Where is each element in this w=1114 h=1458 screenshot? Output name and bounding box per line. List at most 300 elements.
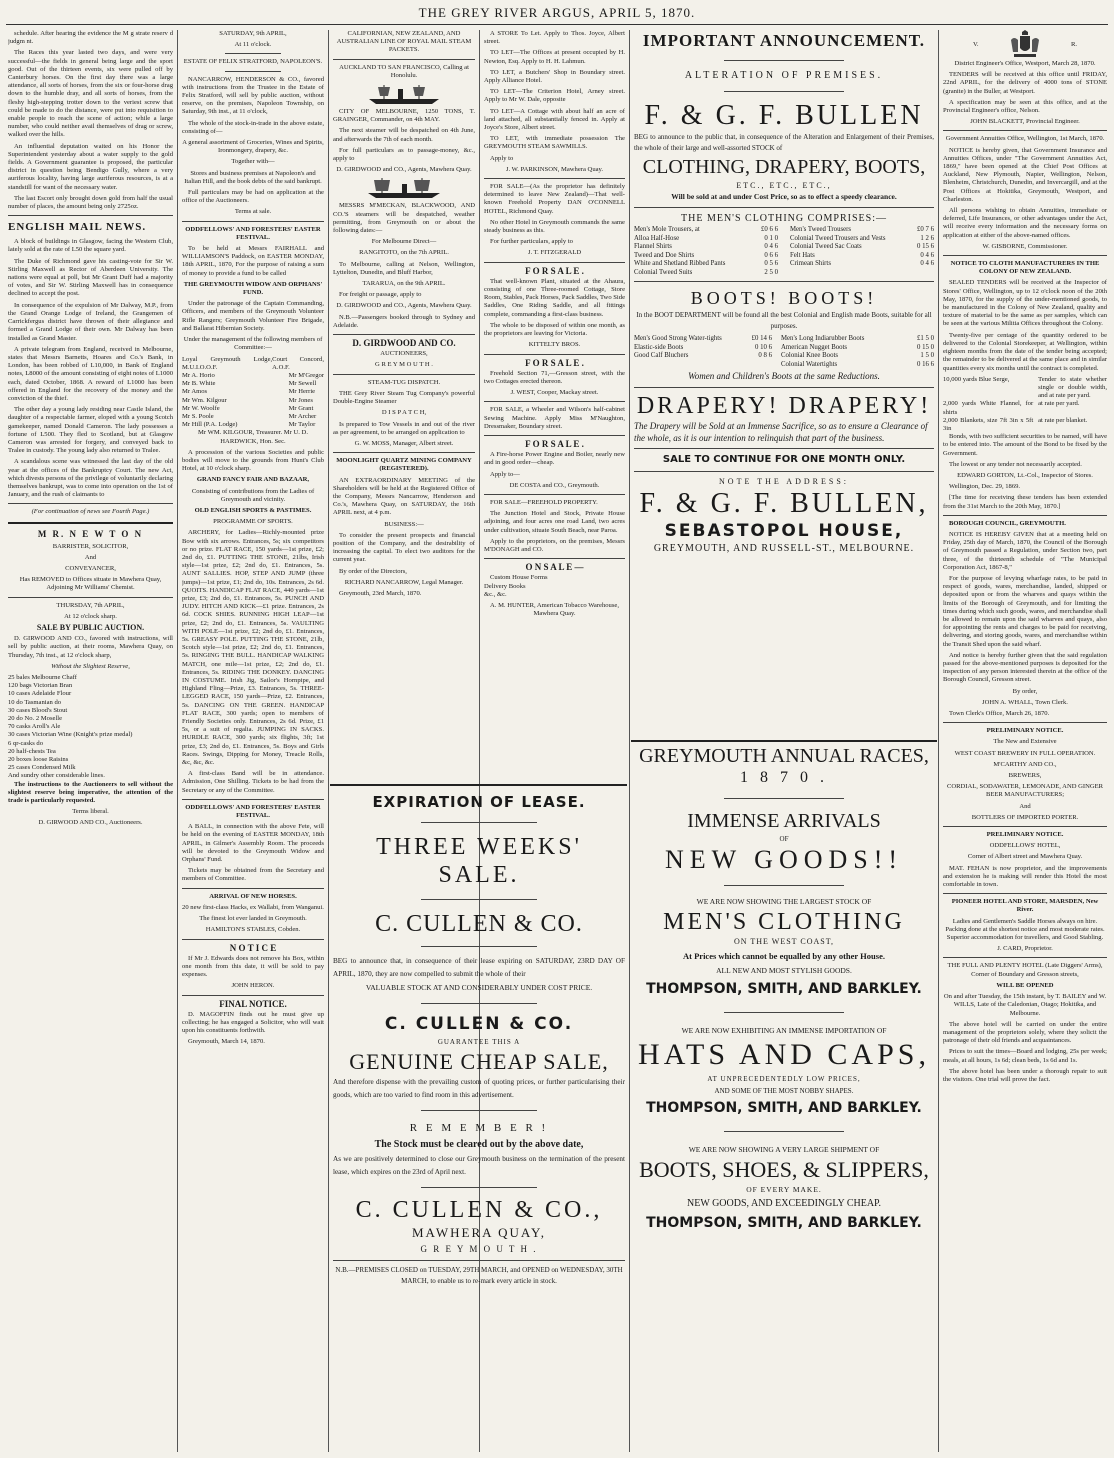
- ad-heading: M'CARTHY AND CO.,: [993, 760, 1057, 768]
- price-row: [790, 260, 934, 269]
- ad-heading: STEAM-TUG DISPATCH.: [367, 378, 441, 386]
- ad-text: BEG to announce to the public that, in consequence of the Alteration and Enlargement of their Premises, the whole of their large and well-assorted STOCK of: [634, 133, 934, 152]
- price-value: 0 6 6: [764, 251, 778, 259]
- article-paragraph: In consequence of the expulsion of Mr Dalway, M.P., from the Grand Orange Lodge of Ireland, the Grangemen of Carrickfergus district have thrown of their allegiance and formed a Grand Lodge of their own. Mr Dalway has been installed as Grand Master.: [8, 301, 173, 342]
- ad-line: The New and Extensive: [993, 738, 1057, 746]
- ad-signoff: J. W. PARKINSON, Mawhera Quay.: [505, 165, 604, 173]
- committee-member: Mr W. Woolfe: [182, 404, 220, 412]
- ad-line: MAWHERA QUAY,: [411, 1225, 547, 1240]
- ad-line: Will be sold at and under Cost Price, so as to effect a speedy clearance.: [671, 192, 897, 201]
- notice-text: TENDERS will be received at this office until FRIDAY, 22nd APRIL, for the delivery of 4000 tons of STONE (granite) in the Buller, at Westport.: [943, 71, 1107, 95]
- steamship-illustration: [364, 83, 444, 105]
- ad-line: By order of the Directors,: [339, 567, 407, 575]
- ad-signoff: W. GISBORNE, Commissioner.: [982, 242, 1068, 250]
- ad-signoff: J. T. FITZGERALD: [527, 249, 582, 257]
- divider: [8, 597, 173, 598]
- ad-headline: CLOTHING, DRAPERY, BOOTS,: [642, 156, 926, 178]
- price-value: 0 10 6: [755, 343, 772, 351]
- ad-text: A first-class Band will be in attendance. Admission, One Shilling. Tickets to be had from the Secretary or any of the Committee.: [182, 770, 324, 794]
- ad-heading: SALE TO CONTINUE FOR ONE MONTH ONLY.: [662, 454, 906, 465]
- ad-text: Consisting of contributions from the Ladies of Greymouth and vicinity.: [191, 487, 315, 503]
- ad-heading: SALE BY PUBLIC AUCTION.: [36, 622, 145, 632]
- price-value: 0 4 6: [920, 251, 934, 259]
- auction-item: 20 do No. 2 Moselle: [8, 715, 63, 723]
- price-row: [790, 226, 934, 235]
- price-row: [634, 243, 778, 252]
- column-rule: [938, 30, 939, 1452]
- auction-item: 6 qr-casks do: [8, 739, 44, 747]
- price-item: Men's Long Indiarubber Boots: [781, 335, 865, 342]
- ad-text: NANCARROW, HENDERSON & CO., favored with instructions from the Trustee in the Estate of Felix Stratford, will sell by public auction, without reserve, on the premises, Napoleon Township, on Saturday, 9th inst., at 11 o'clock,: [182, 75, 324, 116]
- price-item: White and Shetland Ribbed Pants: [634, 260, 726, 267]
- divider: [634, 448, 934, 449]
- ad-headline: DRAPERY! DRAPERY!: [636, 393, 932, 419]
- ad-heading: THE MEN'S CLOTHING COMPRISES:—: [681, 213, 887, 224]
- notice-text: Twenty-five per centage of the quantity ordered to be delivered to the Colonial Storekeeper, at Wellington, within eighteen months from the date of the tender being accepted; the remainder to be delivered at the same place and in similar quantities every six months until the contract is completed.: [943, 331, 1107, 372]
- notice-text: [The time for receiving these tenders has been extended from the 31st March to the 20th May, 1870.]: [943, 494, 1107, 510]
- ad-headline: THOMPSON, SMITH, AND BARKLEY.: [646, 1215, 922, 1231]
- ad-text: N.B.—PREMISES CLOSED on TUESDAY, 29TH MARCH, and OPENED on WEDNESDAY, 30TH MARCH, to enable us to re-mark every article in stock.: [335, 1266, 623, 1285]
- ad-line: Terms at sale.: [234, 208, 272, 216]
- lodges-row: [182, 356, 324, 372]
- auction-item: 120 bags Victorian Bran: [8, 682, 73, 690]
- ad-line: GUARANTEE THIS A: [437, 1038, 521, 1046]
- ad-line: BOTTLERS OF IMPORTED PORTER.: [971, 813, 1079, 821]
- classified-ad: TO LET, a Butchers' Shop in Boundary street. Apply Alliance Hotel.: [484, 68, 625, 85]
- ad-heading: THE GREYMOUTH WIDOW AND ORPHANS' FUND.: [183, 280, 323, 297]
- committee-member: Mr Herrie: [288, 388, 316, 396]
- ad-line: Without the Slightest Reserve,: [51, 662, 130, 670]
- price-row: [634, 226, 778, 235]
- ad-headline: BOOTS, SHOES, & SLIPPERS,: [639, 1157, 929, 1182]
- ad-text: The finest lot ever landed in Greymouth.: [199, 915, 307, 923]
- price-row: [781, 352, 934, 361]
- notice-text: MAT. FEHAN is now proprietor, and the improvements and extension he is making will render this Hotel the most comfortable in town.: [943, 864, 1107, 889]
- divider: [943, 255, 1107, 256]
- article-paragraph: A private telegram from England, received in Melbourne, states that Messrs Barnetts, Hoares and Co.'s Bank, in London, has been robbed of L10,000, in Bank of England notes, L8000 of the amount consisting of eight notes of L1000 each, dated October, 1868. A reward of L1000 has been offered in England for the recovery of the money and the conviction of the thief.: [8, 345, 173, 402]
- ad-headline: GREYMOUTH ANNUAL RACES,: [639, 745, 929, 767]
- auction-item: 20 boxes loose Raisins: [8, 756, 69, 764]
- classified-ad: No other Hotel in Greymouth commands the same steady business as this.: [484, 218, 625, 235]
- ad-line: NEW GOODS, AND EXCEEDINGLY CHEAP.: [687, 1198, 881, 1209]
- ad-line: ODDFELLOWS' HOTEL,: [989, 842, 1061, 850]
- ad-heading: AUCKLAND TO SAN FRANCISCO, Calling at Honolulu.: [339, 63, 469, 79]
- ad-text: The Drapery will be Sold at an Immense Sacrifice, so as to ensure a Clearance of the whole, as it is our intention to relinquish that part of the business.: [634, 421, 928, 443]
- ad-heading: ODDFELLOWS' AND FORESTERS' EASTER FESTIVAL.: [185, 803, 321, 820]
- ad-line: Greymouth, 23rd March, 1870.: [339, 589, 422, 597]
- price-row: [634, 335, 772, 344]
- ad-text: Stores and business premises at Napoleon's and Italian Hill, and the book debts of the said bankrupt.: [184, 169, 322, 185]
- committee-member: Mr Archer: [288, 412, 317, 420]
- ad-heading: MOONLIGHT QUARTZ MINING COMPANY (REGISTERED).: [336, 457, 472, 473]
- committee-member: Mr Sewell: [288, 380, 317, 388]
- ad-signoff: RICHARD NANCARROW, Legal Manager.: [344, 578, 464, 586]
- crest-letter: R.: [1070, 40, 1077, 48]
- committee-member: Mr Amos: [182, 388, 208, 396]
- notice-text: Prices to suit the times—Board and lodging, 25s per week; meals, at all hours, 1s 6d; clean beds, 1s 6d and 1s.: [943, 1048, 1107, 1064]
- price-item: Men's Tweed Trousers: [790, 226, 852, 233]
- committee-member: Mr S. Poole: [182, 412, 214, 420]
- ad-line: At Prices which cannot be equalled by any other House.: [683, 951, 885, 961]
- ad-heading: FINAL NOTICE.: [219, 998, 287, 1009]
- divider: [333, 1260, 625, 1261]
- ad-signoff: JOHN BLACKETT, Provincial Engineer.: [970, 118, 1080, 126]
- divider: [333, 452, 475, 453]
- ad-heading: R E M E M B E R !: [409, 1122, 549, 1134]
- ad-text: The whole of the stock-in-trade in the above estate, consisting of—: [182, 119, 324, 135]
- price-value: 0 8 6: [758, 352, 772, 359]
- ad-line: CORDIAL, SODAWATER, LEMONADE, AND GINGER BEER MANUFACTURERS;: [946, 783, 1104, 799]
- ad-line: CONVEYANCER,: [65, 564, 116, 572]
- notice-text: And notice is hereby further given that the said regulation passed for the above-mentioned purposes is deposited for the inspection of any person interested therein at the office of the Borough Council, Gresson street.: [943, 651, 1107, 684]
- price-list-right: [790, 226, 934, 277]
- classified-ad: Apply to the proprietors, on the premises, Messrs M'DONAGH and CO.: [484, 537, 625, 553]
- ad-line: At 11 o'clock.: [234, 41, 272, 49]
- ad-heading: ESTATE OF FELIX STRATFORD, NAPOLEON'S.: [183, 58, 323, 66]
- price-value: £0 7 6: [917, 226, 934, 233]
- ad-headline: BOOTS! BOOTS!: [690, 288, 878, 308]
- ad-line: ALL NEW AND MOST STYLISH GOODS.: [716, 966, 852, 975]
- price-item: Alloa Half-Hose: [634, 234, 680, 242]
- price-value: 0 1 0: [764, 234, 778, 242]
- ad-signoff: DE COSTA and CO., Greymouth.: [509, 481, 600, 489]
- price-row: [634, 269, 778, 278]
- ad-line: ON THE WEST COAST,: [733, 937, 835, 946]
- ad-heading: PRELIMINARY NOTICE.: [986, 831, 1064, 839]
- ad-line: BREWERS,: [1008, 772, 1042, 780]
- divider: [421, 1003, 538, 1004]
- ad-text: THE Grey River Steam Tug Company's powerful Double-Engine Steamer: [333, 389, 475, 406]
- column-classifieds: [484, 30, 625, 780]
- divider: [333, 334, 475, 335]
- ad-heading: ALTERATION OF PREMISES.: [684, 70, 884, 81]
- divider: [724, 91, 844, 92]
- ad-line: And: [1019, 802, 1031, 810]
- lodge-name: Court Concord, A.O.F.: [272, 355, 324, 371]
- ad-heading: N O T I C E: [229, 942, 277, 953]
- ad-line: AND SOME OF THE MOST NOBBY SHAPES.: [714, 1087, 854, 1095]
- section-heading: ENGLISH MAIL NEWS.: [8, 221, 147, 234]
- ad-heading: F O R S A L E .: [525, 265, 584, 276]
- notice-text: A specification may be seen at this office, and at the Provincial Engineer's office, Nelson.: [943, 98, 1107, 115]
- divider: [943, 130, 1107, 131]
- ad-line: Wellington, Dec. 29, 1869.: [949, 483, 1021, 491]
- article-paragraph: A block of buildings in Glasgow, facing the Western Club, lately sold at the rate of L50 the square yard.: [8, 238, 173, 254]
- price-value: 0 16 6: [917, 360, 934, 368]
- price-row: [781, 344, 934, 353]
- lodge-name: Loyal Greymouth Lodge, M.U.I.O.O.F.: [182, 355, 273, 371]
- notice-text: The lowest or any tender not necessarily accepted.: [949, 460, 1082, 468]
- ad-line: TARARUA, on the 9th APRIL.: [362, 280, 446, 288]
- divider: [421, 822, 538, 823]
- price-row: [790, 243, 934, 252]
- notice-text: The above hotel has been under a thorough repair to suit the visitors. One trial will prove the fact.: [943, 1067, 1107, 1083]
- ad-line: And: [84, 553, 97, 561]
- ad-line: BUSINESS:—: [384, 520, 424, 528]
- article-paragraph: An influential deputation waited on his Honor the Superintendent yesterday about a water supply to the gold fields. A Government guarantee is proposed, the particular district in question being Bendigo Gully, where a very auriferous locality, having large auriferous resources, is at a standstill for want of the necessary water.: [8, 142, 173, 191]
- ad-line: G R E Y M O U T H .: [420, 1244, 538, 1254]
- ad-text: Mr WM. KILGOUR, Treasurer. Mr U. D. HARDWICK, Hon. Sec.: [198, 429, 308, 445]
- ad-text: The instructions to the Auctioneers to sell without the slightest reserve being imperative, the attention of the trade is particularly requested.: [8, 780, 173, 805]
- ad-headline: F. & G. F. BULLEN,: [639, 488, 929, 519]
- classified-ad: The whole to be disposed of within one month, as the proprietors are leaving for Victoria.: [484, 321, 625, 338]
- price-value: 0 4 6: [920, 260, 934, 267]
- ad-headline: GENUINE CHEAP SALE,: [349, 1049, 609, 1074]
- ad-line: The Stock must be cleared out by the above date,: [374, 1139, 584, 1150]
- ad-text: A procession of the various Societies and public bodies will move to the grounds from Hunt's Club Hotel, at 10 o'clock sharp.: [182, 448, 324, 473]
- notice-text: All persons wishing to obtain Annuities, immediate or deferred, Life Insurances, or other advantages under the Act, will receive every information and the necessary forms on application at either of the above-named offices.: [943, 207, 1107, 239]
- classified-ad: TO LET—The Criterion Hotel, Arney street. Apply to Mr W. Dale, opposite: [484, 88, 625, 104]
- divider: [225, 71, 282, 72]
- ad-headline: THOMPSON, SMITH, AND BARKLEY.: [646, 1100, 922, 1116]
- ad-text: For full particulars as to passage-money, &c., apply to: [333, 146, 475, 163]
- divider: [724, 798, 844, 799]
- steamship-illustration: [364, 177, 444, 199]
- ad-line: OF: [779, 835, 789, 843]
- ad-text: Full particulars may be had on application at the office of the Auctioneers.: [182, 189, 324, 205]
- price-item: Colonial Tweed Sac Coats: [790, 243, 862, 250]
- ad-text: As we are positively determined to close our Greymouth business on the termination of the present lease, which expires on the 23rd of April next.: [333, 1155, 625, 1176]
- divider: [8, 503, 173, 504]
- committee-member: Mr Hill (P.A. Lodge): [182, 421, 238, 429]
- price-value: 1 2 6: [920, 234, 934, 242]
- committee-right: [289, 372, 324, 429]
- ad-heading: EXPIRATION OF LEASE.: [372, 793, 586, 811]
- price-list-left: [634, 335, 772, 369]
- ad-line: WEST COAST BREWERY IN FULL OPERATION.: [954, 749, 1096, 757]
- article-paragraph: The Duke of Richmond gave his casting-vote for Sir W. Stirling Maxwell as Rector of Aberdeen University. The nations were equal at poll, but Mr Grant Duff had a majority of votes, and Sir W. Stirling Maxwell has in consequence declined to accept the post.: [8, 257, 173, 298]
- divider: [421, 1187, 538, 1188]
- ad-heading: PIONEER HOTEL AND STORE, MARSDEN, New River.: [951, 898, 1099, 914]
- ad-line: WE ARE NOW EXHIBITING AN IMMENSE IMPORTATION OF: [681, 1026, 887, 1035]
- ad-headline: MEN'S CLOTHING: [663, 909, 905, 935]
- ad-line: By order,: [1012, 687, 1038, 695]
- ad-signoff: J. WEST, Cooper, Mackay street.: [510, 389, 599, 397]
- ad-signoff: JOHN A. WHALL, Town Clerk.: [982, 698, 1068, 706]
- price-row: [634, 260, 778, 269]
- ad-headline: SEBASTOPOL HOUSE,: [664, 521, 904, 541]
- divider: [182, 799, 324, 800]
- price-row: [634, 252, 778, 261]
- divider: [484, 494, 625, 495]
- ad-line: AUCTIONEERS,: [380, 350, 428, 358]
- price-value: 0 5 6: [764, 260, 778, 267]
- divider: [182, 939, 324, 940]
- sports-programme: ARCHERY, for Ladies—Richly-mounted prize Bow with six arrows. Entrances, 5s; six competitors or no prize. FLAT RACE, 150 yards—1st prize, £2; 2nd do, £1. PUTTING THE STONE, 21lbs, Irish style—1st prize, £2; 2nd do, £1. Entrances, 5s. AUNT SALLIES. HOP, STEP AND JUMP (three jumps)—1st prize, £1; 2nd do, 10s. Entrances, 2s 6d. QUOITS. HANDICAP FLAT RACE, 440 yards—1st prize, £3; 2nd do, £1. Entrances, 5s. PUNCH AND JUDY. HITCH AND KICK—£1 prize. Entrances, 2s 6d. COCK SHIES. RUNNING HIGH LEAP—1st prize, £2; 2nd do, £1. Entrances, 5s. VAULTING WITH POLE—1st prize, £2; 2nd do, £1. Entrances, 5s. GREASY POLE. PUTTING THE STONE, 21lb, Scotch style—1st prize, £2; 2nd do, £1. Entrances, 5s. RINGING THE BULL. HANDICAP WALKING MATCH, one mile—1st prize, £2; 2nd do, £1. Entrances, 5s. RIDING THE DONKEY. DANCING IN COSTUME. Irish Jig, Sailor's Hornpipe, and Highland Fling—Prize, £3. Entrances, 5s. THREE-LEGGED RACE, 150 yards—Prize, £2. Entrances, 5s. DANCING ON THE GREEN. HANDICAP FLAT RACE, 300 yards; open to members of Friendly Societies only. Entrances, 2s 6d. Prize, £1 5s, or a suit of regalia. JUMPING IN SACKS. HURDLE RACE, 300 yards; six flights, 3ft; 1st prize, £3; 2nd do, £1. Entrances, 5s. Boys and Girls Races. Swings, Dipping for Money, Treacle Rolls, &c, &c, &c.: [182, 529, 324, 767]
- ad-text: For freight or passage, apply to: [339, 291, 422, 299]
- notice-text: The above hotel will be carried on under the entire management of the proprietors solely, where they solicit the patronage of their old friends and acquaintances.: [943, 1020, 1107, 1045]
- committee-member: Mr M'Gregor: [288, 371, 324, 379]
- ad-line: For Melbourne Direct—: [371, 238, 437, 246]
- divider: [724, 885, 844, 886]
- price-item: Colonial Tweed Suits: [634, 268, 693, 276]
- ad-headline: IMMENSE ARRIVALS: [687, 810, 881, 832]
- ad-heading: CALIFORNIAN, NEW ZEALAND, AND AUSTRALIAN LINE OF ROYAL MAIL STEAM PACKETS.: [336, 30, 472, 54]
- tender-good: 10,000 yards Blue Serge,: [943, 375, 1010, 383]
- ad-headline: C. CULLEN & CO.,: [355, 1197, 603, 1223]
- divider: [634, 387, 934, 388]
- classified-ad: That well-known Plant, situated at the Ahaura, consisting of one Three-roomed Cottage, Store Room, Stables, Pack Horses, Pack Saddles, Two Side Saddles, One Riding Saddle, and all fittings complete, commanding a first-class business.: [484, 277, 625, 318]
- divider: [634, 207, 934, 208]
- notice-text: Bonds, with two sufficient securities to be named, will have to be entered into. The amount of the Bond to be fixed by the Government.: [943, 433, 1107, 457]
- column-government-notices: [943, 30, 1107, 1452]
- ad-line: District Engineer's Office, Westport, March 28, 1870.: [954, 60, 1096, 67]
- ad-heading: PRELIMINARY NOTICE.: [986, 727, 1064, 735]
- ad-text: Tickets may be obtained from the Secretary and members of Committee.: [182, 867, 324, 883]
- ad-line: OF EVERY MAKE.: [746, 1185, 822, 1194]
- classified-ad: TO LET, with immediate possession The GREYMOUTH STEAM SAWMILLS.: [484, 135, 625, 151]
- divider: [484, 401, 625, 402]
- royal-coat-of-arms-icon: [1008, 30, 1042, 60]
- column-notices-1: [182, 30, 324, 1452]
- price-item: Colonial Watertights: [781, 360, 838, 368]
- ad-line: Town Clerk's Office, March 26, 1870.: [949, 710, 1050, 718]
- ad-headline: C. CULLEN & CO.: [375, 911, 583, 937]
- price-list-right: [781, 335, 934, 369]
- ad-heading: ODDFELLOWS' AND FORESTERS' EASTER FESTIVAL.: [185, 225, 321, 241]
- auction-item: 30 cases Blood's Stout: [8, 706, 68, 714]
- divider: [421, 899, 538, 900]
- tender-item: [943, 400, 1107, 416]
- price-value: £0 14 6: [751, 335, 772, 342]
- price-row: [781, 361, 934, 370]
- ad-text: VALUABLE STOCK AT AND CONSIDERABLY UNDER COST PRICE.: [365, 983, 593, 992]
- ad-text: D. GIRWOOD AND CO., favored with instructions, will sell by public auction, at their rooms, Mawhera Quay, on Thursday, 7th inst., at 12 o'clock sharp,: [8, 635, 173, 659]
- ad-signoff: D. GIRWOOD AND CO., Auctioneers.: [38, 819, 143, 827]
- committee-names: [182, 372, 324, 429]
- ad-heading: NOTICE TO CLOTH MANUFACTURERS IN THE COLONY OF NEW ZEALAND.: [950, 260, 1100, 276]
- royal-crest: [943, 30, 1107, 60]
- thompson-advertisement: [634, 744, 934, 1452]
- auction-item: 70 casks Aroll's Ale: [8, 723, 61, 731]
- ad-line: Women and Children's Boots at the same Reductions.: [688, 371, 880, 381]
- tender-good: 2,000 Blankets, size 7ft 3in x 5ft 3in: [943, 416, 1034, 432]
- ad-line: GREYMOUTH, AND RUSSELL-ST., MELBOURNE.: [653, 543, 915, 554]
- divider: [943, 957, 1107, 958]
- ad-text: Under the management of the following members of Committee:—: [183, 336, 323, 352]
- continuation-note: (For continuation of news see Fourth Page.): [31, 508, 150, 516]
- ad-line: SATURDAY, 9th APRIL,: [219, 30, 287, 37]
- price-value: 0 4 6: [764, 243, 778, 250]
- price-value: 0 15 0: [917, 343, 934, 351]
- ad-text: MESSRS M'MECKAN, BLACKWOOD, AND CO.'S steamers will be despatched, weather permitting, from Greymouth on or about the following dates:—: [333, 202, 475, 235]
- classified-ad: The Junction Hotel and Stock, Private House adjoining, and four acres one road Land, two acres under cultivation, situate South Beach, near Paroa.: [484, 510, 625, 534]
- masthead: THE GREY RIVER ARGUS, APRIL 5, 1870.: [418, 5, 696, 20]
- ad-headline: IMPORTANT ANNOUNCEMENT.: [642, 31, 926, 50]
- ad-heading: O N S A L E —: [525, 562, 584, 573]
- ad-text: If Mr J. Edwards does not remove his Box, within one month from this date, it will be sold to pay expenses.: [182, 954, 324, 979]
- column-rule: [177, 30, 178, 1452]
- ad-line: G R E Y M O U T H .: [375, 361, 433, 369]
- price-list-left: [634, 226, 778, 277]
- classified-ad: For further particulars, apply to: [490, 238, 573, 246]
- auction-item-list: [8, 674, 173, 781]
- notice-text: NOTICE is hereby given, that Government Insurance and Annuities Offices, under "The Government Annuities Act, 1869," have been opened at the Chief Post Offices at Auckland, New Plymouth, Napier, Wellington, Nelson, Blenheim, Christchurch, Dunedin, and Invercargill, and at the Post Offices at Hokitika, Greymouth, Westport, and Charleston.: [943, 146, 1107, 203]
- ad-text: AN EXTRAORDINARY MEETING of the Shareholders will be held at the Registered Office of the Company, Messrs Nancarrow, Henderson and Co.'s, Mawhera Quay, on SATURDAY, the 16th APRIL next, at 4 p.m.: [333, 476, 475, 517]
- ad-line: At 12 o'clock sharp.: [64, 612, 117, 620]
- ad-text: Under the patronage of the Captain Commanding, Officers, and members of the Greymouth Volunteer Rifle Rangers; Greymouth Volunteer Fire Brigade, and Ballarat Hibernian Society.: [182, 300, 324, 332]
- committee-member: Mr Wm. Kilgour: [182, 396, 227, 404]
- divider: [724, 60, 844, 61]
- ad-line: WILL BE OPENED: [996, 981, 1054, 989]
- ad-headline: NEW GOODS!!: [664, 845, 904, 874]
- ad-text: Has REMOVED to Offices situate in Mawhera Quay, Adjoining Mr Williams' Chemist.: [19, 576, 162, 592]
- classified-ad: FOR SALE—FREEHOLD PROPERTY.: [490, 498, 598, 506]
- divider: [484, 262, 625, 263]
- divider: [943, 722, 1107, 723]
- clothing-price-list: [634, 226, 934, 277]
- column-rule: [629, 30, 630, 1452]
- divider: [484, 178, 625, 179]
- divider: [634, 471, 934, 472]
- tender-good: 2,000 yards White Flannel, for shirts: [943, 400, 1034, 416]
- price-value: 0 15 6: [917, 243, 934, 250]
- ad-heading: GRAND FANCY FAIR AND BAZAAR,: [196, 476, 310, 484]
- ad-heading: F O R S A L E .: [525, 438, 584, 449]
- ad-line: THURSDAY, 7th APRIL,: [56, 601, 125, 609]
- tender-rate: Tender to state whether single or double width, and at rate per yard.: [1038, 375, 1107, 400]
- ad-headline: F. & G. F. BULLEN: [644, 100, 924, 131]
- price-value: £0 6 6: [761, 226, 778, 233]
- divider: [484, 354, 625, 355]
- price-row: [790, 252, 934, 261]
- auction-item: 20 half-chests Tea: [8, 747, 56, 755]
- ad-text: N.B.—Passengers booked through to Sydney and Adelaide.: [333, 313, 475, 329]
- ad-text: The next steamer will be despatched on 4th June, and afterwards the 7th of each month.: [333, 127, 475, 143]
- ad-signoff: G. W. MOSS, Manager, Albert street.: [354, 439, 454, 447]
- tender-rate: at rate per blanket.: [1038, 416, 1088, 424]
- price-item: Crimean Shirts: [790, 260, 831, 267]
- divider: [421, 946, 538, 947]
- ad-line: WE ARE NOW SHOWING THE LARGEST STOCK OF: [696, 897, 872, 906]
- price-row: [634, 352, 772, 361]
- classified-ad: TO LET—The Offices at present occupied by H. Newton, Esq. Apply to H. H. Lahmun.: [484, 49, 625, 65]
- ad-signoff: EDWARD GORTON, Lt.-Col., Inspector of Stores.: [957, 471, 1093, 479]
- divider: [182, 221, 324, 222]
- ad-line: AT UNPRECEDENTEDLY LOW PRICES,: [707, 1075, 861, 1083]
- ad-text: A BALL, in connection with the above Fete, will be held on the evening of EASTER MONDAY, 18th APRIL, in Gilmer's Assembly Room. The proceeds will be devoted to the Greymouth Widow and Orphans' Fund.: [182, 823, 324, 864]
- ad-line: Apply to—: [490, 470, 520, 478]
- committee-member: Mr Grant: [288, 404, 314, 412]
- tender-item: [943, 417, 1107, 433]
- article-paragraph: The Races this year lasted two days, and were very successful—the fields in general being large and the sport good. Out of the thirteen events, six were pulled off by Canterbury horses. On the first day there was a large attendance, all sorts of horses, from the six or four-horse drag down to the humble dray, and all sorts of horses, from the fleshy high-stepping trotter down to the veriest screw that could be made to do the distance, were put into requisition to enable people to reach the scene of action; while a large number, who could neither avail themselves of drag or screw, walked over the hills.: [8, 49, 173, 139]
- article-paragraph: schedule. After hearing the evidence the M g strate reserv d judgm nt.: [8, 30, 173, 46]
- ad-heading: THE FULL AND PLENTY HOTEL (Late Diggers' Arms), Corner of Boundary and Gresson streets,: [947, 962, 1103, 978]
- price-item: Men's Good Strong Water-tights: [634, 335, 722, 342]
- divider: [182, 995, 324, 996]
- tender-goods-list: [943, 376, 1107, 433]
- classified-ad: FOR SALE, a Wheeler and Wilson's half-cabinet Sewing Machine. Apply Miss M'Naughton, Dressmaker, Boundary street.: [484, 406, 625, 430]
- ad-text: BEG to announce that, in consequence of their lease expiring on SATURDAY, 23RD DAY OF APRIL, 1870, they are now compelled to submit the whole of their: [333, 957, 625, 978]
- ad-line: Greymouth, March 14, 1870.: [188, 1038, 265, 1046]
- notice-text: Ladies and Gentlemen's Saddle Horses always on hire. Packing done at the shortest notice and most moderate rates. Superior accommodation for travellers, and Good Stabling.: [945, 917, 1105, 942]
- ad-line: 1 8 7 0 .: [740, 769, 828, 786]
- divider: [943, 893, 1107, 894]
- ad-heading: BOROUGH COUNCIL, GREYMOUTH.: [949, 519, 1066, 527]
- divider: [421, 1110, 538, 1111]
- column-notices-2: [333, 30, 475, 780]
- price-item: Tweed and Doe Shirts: [634, 251, 695, 259]
- ad-line: WE ARE NOW SHOWING A VERY LARGE SHIPMENT OF: [688, 1145, 880, 1154]
- ad-heading: F O R S A L E .: [525, 357, 584, 368]
- committee-member: Mr B. White: [182, 380, 216, 388]
- divider: [634, 281, 934, 282]
- price-item: Flannel Shirts: [634, 243, 672, 250]
- ad-signoff: J. CARD, Proprietor.: [997, 945, 1053, 953]
- committee-member: Mr A. Horio: [182, 371, 215, 379]
- ad-line: RANGITOTO, on the 7th APRIL.: [359, 249, 449, 257]
- classified-ad: A Fire-horse Power Engine and Boiler, nearly new and in good order—cheap.: [484, 451, 625, 467]
